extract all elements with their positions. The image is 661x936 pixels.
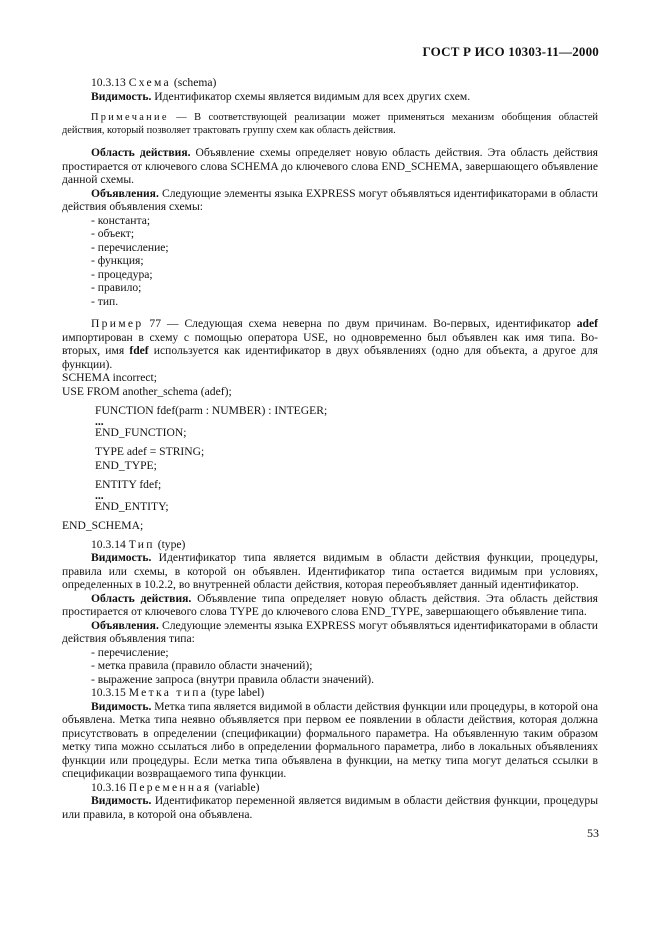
section-heading-type-label <box>62 686 598 700</box>
term-label: Объявления. <box>91 618 159 632</box>
section-title: Тип <box>128 537 155 551</box>
example-text: импортирован в схему с помощью оператора USE, но одновременно был объявлен как имя типа. Во-вторых, имя <box>62 330 598 357</box>
code-line: FUNCTION fdef(parm : NUMBER) : INTEGER; <box>95 404 328 417</box>
list-item: - константа; <box>91 213 151 227</box>
paragraph-text: Следующие элементы языка EXPRESS могут объявляться идентификаторами в области действия объявления схемы: <box>62 186 598 213</box>
document-header: ГОСТ Р ИСО 10303-11—2000 <box>422 44 599 59</box>
paragraph-visibility <box>62 90 598 104</box>
list-item: - процедура; <box>91 267 153 281</box>
example-text: используется как идентификатор в двух объявлениях (одно для объекта, а другое для функции). <box>62 344 598 371</box>
paragraph-declarations <box>62 619 598 646</box>
code-line: END_ENTITY; <box>95 499 169 513</box>
code-line: END_FUNCTION; <box>95 425 187 439</box>
declaration-list <box>62 646 598 687</box>
paragraph-text: Следующие элементы языка EXPRESS могут объявляться идентификаторами в области действия объявления типа: <box>62 618 598 645</box>
list-item: - метка правила (правило области значений); <box>91 659 313 672</box>
declaration-list <box>62 214 598 309</box>
code-line: ENTITY fdef; <box>95 478 162 491</box>
term-label: Область действия. <box>91 146 191 159</box>
paragraph-text: Объявление схемы определяет новую область действия. Эта область действия простирается от ключевого слова SCHEMA до ключевого слова END_SCHEMA, завершающего объявление данной схемы. <box>62 146 599 186</box>
term-label: Видимость. <box>91 794 152 807</box>
section-number: 10.3.16 <box>91 780 126 794</box>
list-item: - объект; <box>91 227 135 240</box>
note-text: — В соответствующей реализации может применяться механизм обобщения областей действия, который позволяет трактовать группу схем как область действия. <box>62 112 598 136</box>
list-item: - правило; <box>91 281 142 294</box>
note-paragraph <box>62 112 598 137</box>
note-label: Примечание <box>91 112 169 123</box>
paragraph-text: Идентификатор схемы является видимым для всех других схем. <box>154 89 471 103</box>
term-label: Область действия. <box>91 591 192 605</box>
code-listing <box>62 371 598 533</box>
code-line: TYPE adef = STRING; <box>95 445 205 458</box>
code-line: END_SCHEMA; <box>62 519 144 532</box>
list-item: - функция; <box>91 254 144 267</box>
code-ellipsis: ... <box>95 414 104 428</box>
term-label: Видимость. <box>91 551 152 564</box>
code-line: END_TYPE; <box>95 458 157 472</box>
code-line: USE FROM another_schema (adef); <box>62 384 232 398</box>
list-item: - перечисление; <box>91 645 169 659</box>
section-number: 10.3.14 <box>91 537 126 551</box>
section-title: Переменная <box>128 780 212 794</box>
section-title-original: (variable) <box>214 780 260 794</box>
term-label: Видимость. <box>91 89 152 103</box>
paragraph-visibility <box>62 794 598 821</box>
example-label: Пример <box>91 317 144 330</box>
list-item: - тип. <box>91 294 119 308</box>
identifier-fdef: fdef <box>129 344 149 357</box>
code-ellipsis: ... <box>95 488 104 502</box>
term-label: Видимость. <box>91 699 152 713</box>
section-number: 10.3.13 <box>91 76 126 89</box>
section-title-original: (schema) <box>173 76 217 89</box>
paragraph-visibility <box>62 700 598 781</box>
section-title: Метка типа <box>128 686 209 699</box>
section-heading-type <box>62 538 598 552</box>
example-paragraph <box>62 317 598 371</box>
section-title-original: (type) <box>157 537 186 551</box>
section-heading-variable <box>62 781 598 795</box>
paragraph-text: Идентификатор типа является видимым в области действия функции, процедуры, правила или схемы, в которой он объявлен. Идентификатор типа остается видимым при условиях, определенных в 10.2.2, во внутренней области действия, которая переобъявляет данный идентификатор. <box>62 551 598 591</box>
paragraph-scope <box>62 146 598 187</box>
section-heading-schema <box>62 76 598 90</box>
paragraph-text: Идентификатор переменной является видимым в области действия функции, процедуры или правила, в которой она объявлена. <box>62 794 598 821</box>
paragraph-text: Объявление типа определяет новую область действия. Эта область действия простирается от ключевого слова TYPE до ключевого слова END_TYPE, завершающего объявление типа. <box>62 591 598 618</box>
list-item: - выражение запроса (внутри правила области значений). <box>91 672 374 686</box>
paragraph-scope <box>62 592 598 619</box>
term-label: Объявления. <box>91 186 159 200</box>
page-number: 53 <box>587 826 599 840</box>
paragraph-visibility <box>62 551 598 592</box>
identifier-adef: adef <box>576 317 599 330</box>
code-line: SCHEMA incorrect; <box>62 371 157 384</box>
section-title-original: (type label) <box>211 686 265 699</box>
paragraph-text: Метка типа является видимой в области действия функции или процедуры, в которой она объявлена. Метка типа неявно объявляется при первом ее появлении в области действия, которая должна присутствовать в определении (спецификации) формального параметра. На объявленную таким образом метку типа можно ссылаться либо в определении формального параметра, либо в локальных объявлениях функции или процедуры. Если метка типа объявлена в функции, на метку типа могут делаться ссылки в спецификации возвращаемого типа функции. <box>62 699 598 780</box>
paragraph-declarations <box>62 187 598 214</box>
page-content <box>62 76 598 821</box>
list-item: - перечисление; <box>91 240 169 254</box>
section-title: Схема <box>128 76 171 89</box>
example-text: 77 — Следующая схема неверна по двум причинам. Во-первых, идентификатор <box>149 317 571 330</box>
section-number: 10.3.15 <box>91 686 126 699</box>
